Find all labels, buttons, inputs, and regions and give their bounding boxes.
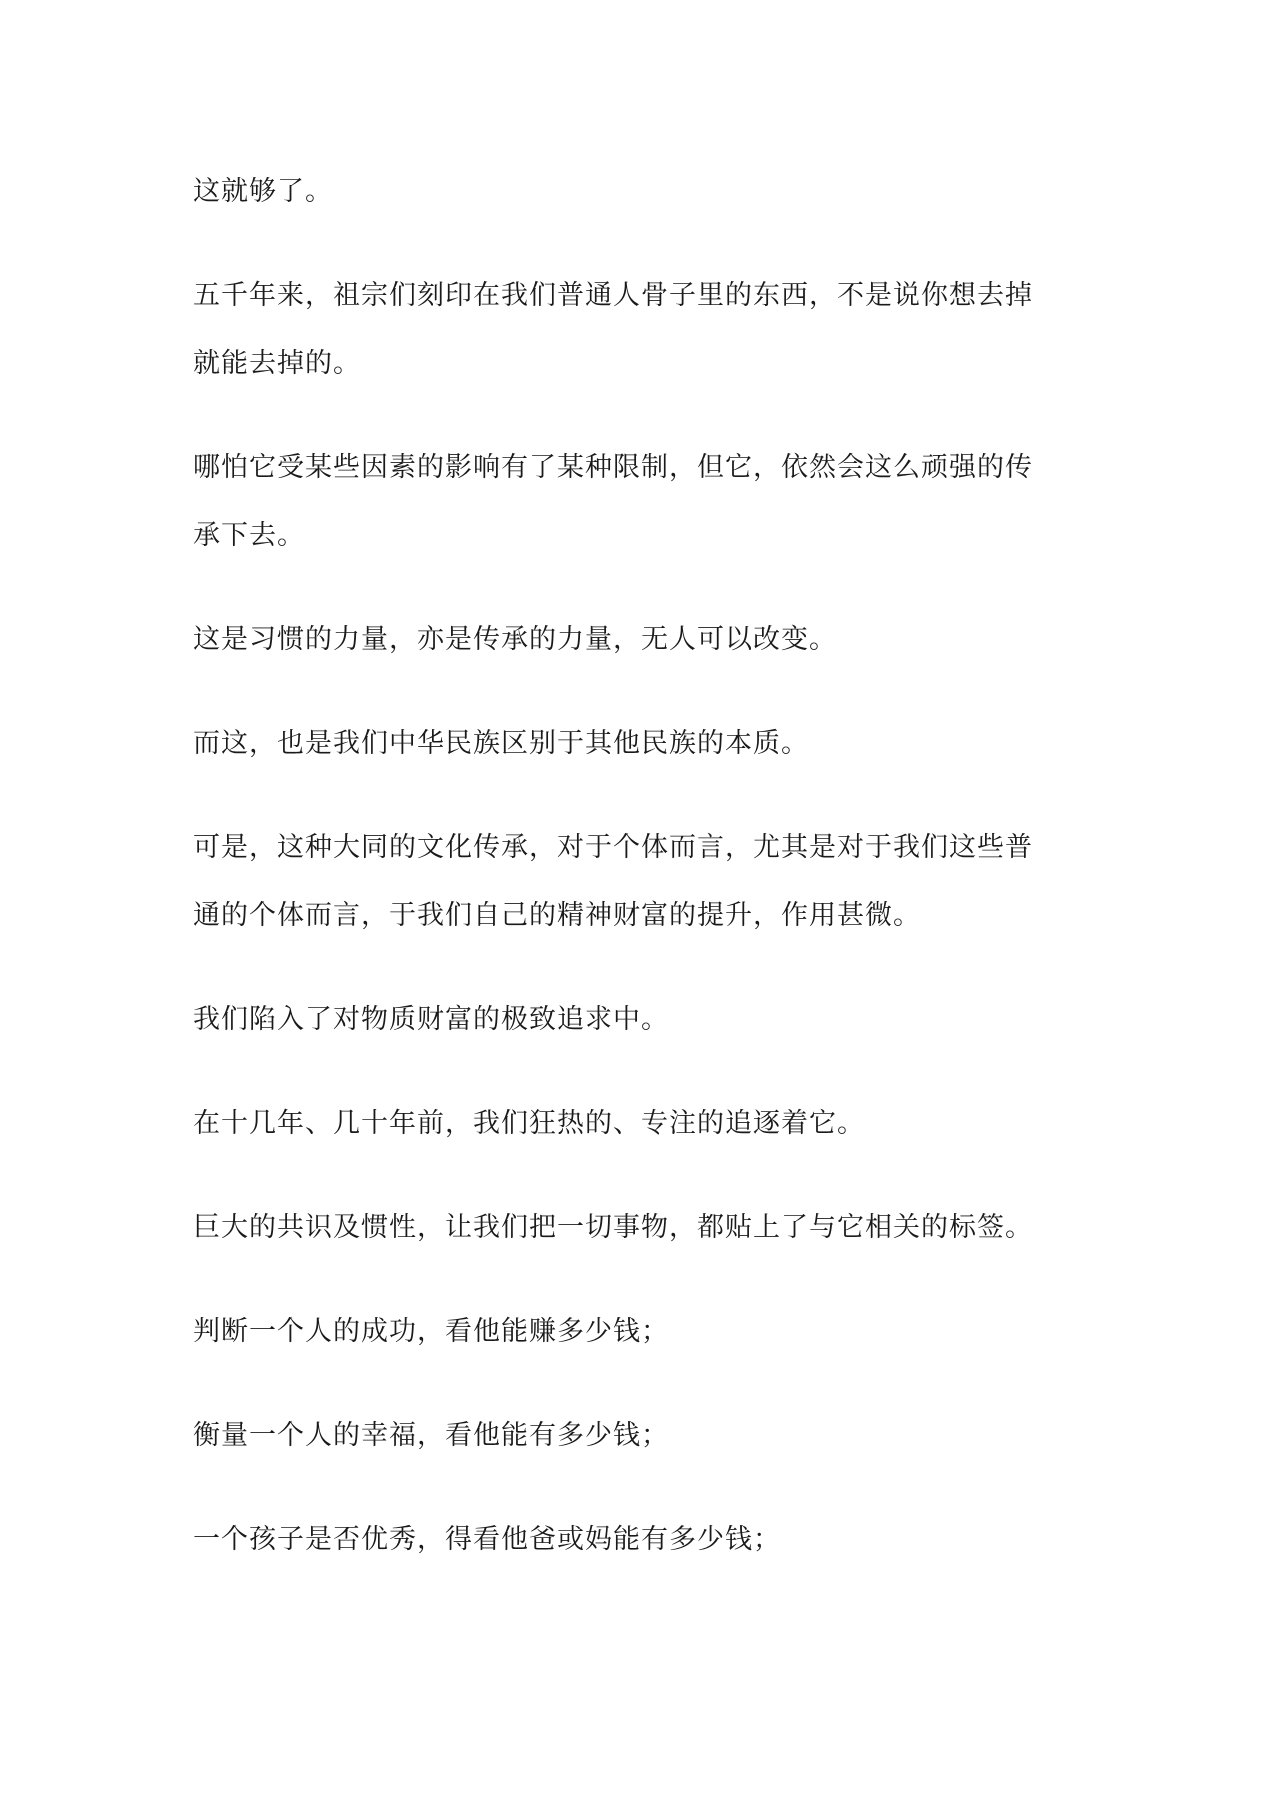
paragraph [193,434,1093,570]
text-line: 衡量一个人的幸福，看他能有多少钱； [193,1420,669,1451]
paragraph [193,158,1093,226]
text-line: 就能去掉的。 [193,348,361,379]
paragraph [193,986,1093,1054]
text-line: 在十几年、几十年前，我们狂热的、专注的追逐着它。 [193,1108,865,1139]
paragraph [193,1506,1093,1574]
text-line: 哪怕它受某些因素的影响有了某种限制，但它，依然会这么顽强的传 [193,452,1033,483]
paragraph [193,1194,1093,1262]
text-line: 这就够了。 [193,176,333,207]
text-line: 一个孩子是否优秀，得看他爸或妈能有多少钱； [193,1524,781,1555]
paragraph [193,606,1093,674]
paragraph [193,814,1093,950]
text-line: 而这，也是我们中华民族区别于其他民族的本质。 [193,728,809,759]
text-line: 通的个体而言，于我们自己的精神财富的提升，作用甚微。 [193,900,921,931]
text-line: 五千年来，祖宗们刻印在我们普通人骨子里的东西，不是说你想去掉 [193,280,1033,311]
text-line: 我们陷入了对物质财富的极致追求中。 [193,1004,669,1035]
text-line: 承下去。 [193,520,305,551]
text-column [193,158,1093,1574]
paragraph [193,1402,1093,1470]
text-line: 这是习惯的力量，亦是传承的力量，无人可以改变。 [193,624,837,655]
text-line: 可是，这种大同的文化传承，对于个体而言，尤其是对于我们这些普 [193,832,1033,863]
paragraph [193,262,1093,398]
text-line: 巨大的共识及惯性，让我们把一切事物，都贴上了与它相关的标签。 [193,1212,1033,1243]
paragraph [193,710,1093,778]
paragraph [193,1298,1093,1366]
paragraph [193,1090,1093,1158]
text-line: 判断一个人的成功，看他能赚多少钱； [193,1316,669,1347]
